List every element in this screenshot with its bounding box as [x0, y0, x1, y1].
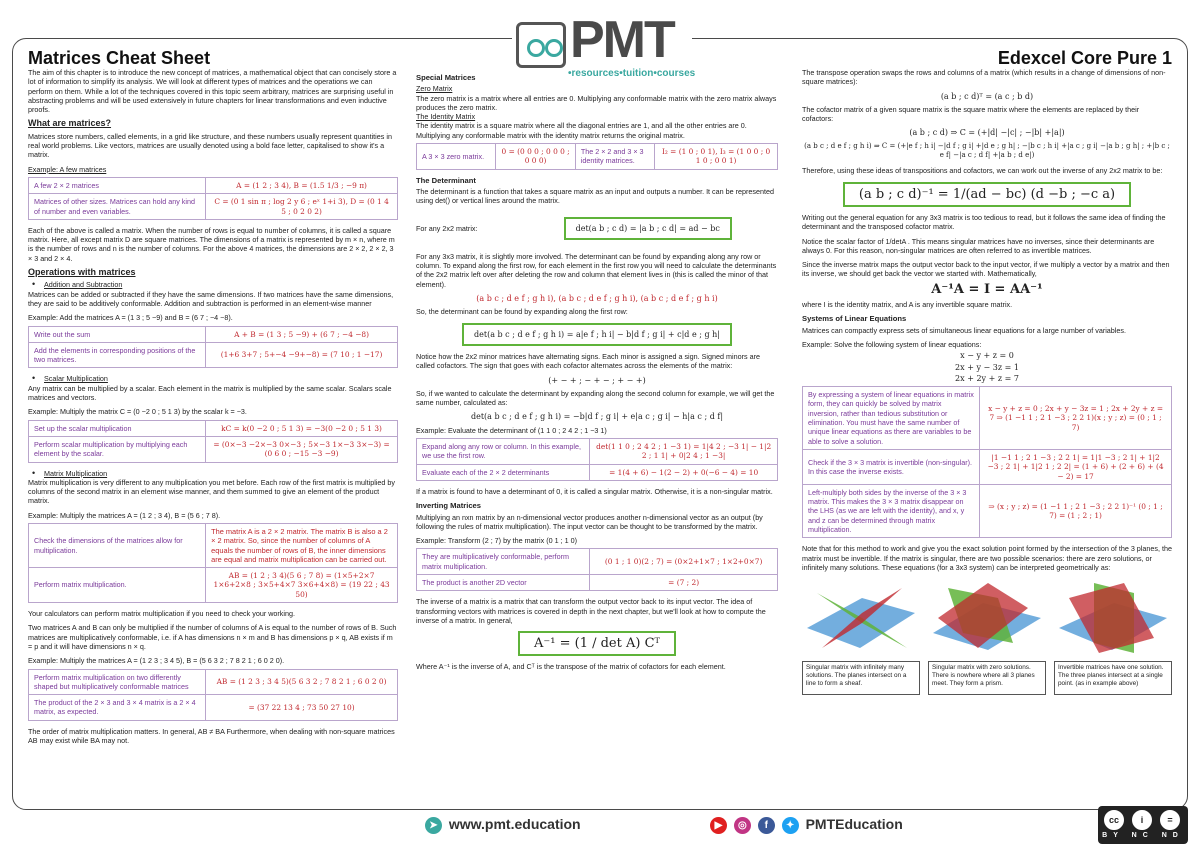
example-label: Example: A few matrices — [28, 164, 107, 174]
column-3 — [802, 68, 1172, 695]
table-cell: C = (0 1 sin π ; log 2 y 6 ; eˣ 1+i 3), D = (0 1 4 5 ; 0 2 0 2) — [206, 194, 398, 220]
what-heading: What are matrices? — [28, 118, 112, 129]
ops-heading: Operations with matrices — [28, 267, 136, 278]
identity-note: where I is the identity matrix, and A is any invertible square matrix. — [802, 300, 1013, 310]
table-cell: = 1(4 + 6) − 1(2 − 2) + 0(−6 − 4) = 10 — [590, 464, 778, 480]
scalar-heading: • Scalar Multiplication — [44, 374, 398, 383]
page-title: Matrices Cheat Sheet — [28, 48, 211, 68]
general-text: Writing out the general equation for any 3x3 matrix is too tedious to read, but it follows the same idea of finding the determinant and the transposed cofactor matrix. — [802, 212, 1166, 232]
table-cell: A 3 × 3 zero matrix. — [417, 144, 496, 170]
cofactor-text: The cofactor matrix of a given square matrix is the square matrix where the elements are replaced by their cofactors: — [802, 104, 1140, 124]
equation-3: 2x + 2y + z = 7 — [955, 373, 1019, 383]
inverse-heading: Inverting Matrices — [416, 501, 481, 511]
table-row — [29, 695, 398, 721]
systems-text: Matrices can compactly express sets of simultaneous linear equations for a large number of variables. — [802, 325, 1126, 335]
social-handle: PMTEducation — [805, 816, 903, 832]
table-cell: A = (1 2 ; 3 4), B = (1.5 1/3 ; −9 π) — [206, 177, 398, 193]
det2-label: For any 2x2 matrix: — [416, 223, 478, 233]
inverse-text-2: The inverse of a matrix is a matrix that can transform the output vector back to its input vector. The idea of transforming vectors with matrices is covered in depth in the next chapter, but we'll look at how to compute the inverse of a matrix. In general, — [416, 597, 766, 625]
example-table-1 — [28, 177, 398, 220]
table-cell: (0 1 ; 1 0)(2 ; 7) = (0×2+1×7 ; 1×2+0×7) — [590, 549, 778, 575]
table-cell: The matrix A is a 2 × 2 matrix. The matrix B is also a 2 × 2 matrix. So, since the number of columns of A equals the number of rows of B, the inner dimensions are equal and matrix multiplication can be carried out. — [206, 523, 398, 567]
cofactor-2x2: (a b ; c d) ⇒ C = (+|d| −|c| ; −|b| +|a|) — [909, 128, 1065, 138]
first-row-text: So, the determinant can be found by expanding along the first row: — [416, 307, 628, 317]
example-table-8 — [416, 548, 778, 591]
column-2 — [416, 68, 778, 672]
table-cell: A few 2 × 2 matrices — [29, 177, 206, 193]
prism-planes-image — [928, 578, 1046, 658]
facebook-icon[interactable]: f — [758, 817, 775, 834]
instagram-icon[interactable]: ◎ — [734, 817, 751, 834]
example-table-5 — [28, 669, 398, 721]
table-cell: AB = (1 2 3 ; 3 4 5)(5 6 3 2 ; 7 8 2 1 ; 6 0 2 0) — [206, 669, 398, 695]
example-table-6 — [416, 143, 778, 170]
table-cell: Perform scalar multiplication by multiplying each element by the scalar. — [29, 436, 206, 462]
table-cell: Perform matrix multiplication. — [29, 568, 206, 603]
what-text: Matrices store numbers, called elements, in a grid like structure, and these numbers usually represent quantities in real world problems. Like vectors, matrices are usually denoted using a bold face letter, capitalised to show it's a matrix. — [28, 131, 392, 160]
page-subject: Edexcel Core Pure 1 — [997, 48, 1172, 68]
det-text: The determinant is a function that takes a square matrix as an input and outputs a number. It can be represented using det() or vertical lines around the matrix. — [416, 186, 774, 206]
table-row — [417, 574, 778, 590]
singular-text: If a matrix is found to have a determinant of 0, it is called a singular matrix. Otherwise, it is a non-singular matrix. — [416, 486, 773, 496]
website-link[interactable] — [425, 816, 581, 834]
footer — [0, 816, 1200, 840]
table-cell: The product of the 2 × 3 and 3 × 4 matrix is a 2 × 4 matrix, as expected. — [29, 695, 206, 721]
caption-sheaf: Singular matrix with infinitely many solutions. The planes intersect on a line to form a sheaf. — [802, 661, 920, 695]
table-row — [803, 449, 1172, 484]
intro-text: The aim of this chapter is to introduce the new concept of matrices, a mathematical object that can concisely store a lot of information to simplify its analysis. We will look at different types of matrices and the operations we can perform on them. While a lot of the techniques covered in this topic seem arbitrary, matrices are surprising useful in abstracting problems and will be used extensively in future chapters for linear transformations and even inductive proofs. — [28, 68, 397, 115]
website-text: www.pmt.education — [448, 816, 581, 832]
det2-formula: det(a b ; c d) = |a b ; c d| = ad − bc — [564, 217, 732, 240]
inverse-note: Where A⁻¹ is the inverse of A, and Cᵀ is the transpose of the matrix of cofactors for each element. — [416, 662, 726, 672]
table-row — [29, 194, 398, 220]
table-row — [29, 669, 398, 695]
table-row — [417, 464, 778, 480]
example-table-2 — [28, 326, 398, 369]
solve-example: Example: Solve the following system of linear equations: — [802, 339, 982, 349]
add-heading: • Addition and Subtraction — [44, 280, 398, 289]
example-table-9 — [802, 386, 1172, 538]
table-cell: I₂ = (1 0 ; 0 1), I₃ = (1 0 0 ; 0 1 0 ; 0 0 1) — [655, 144, 778, 170]
example-table-4 — [28, 523, 398, 603]
twitter-icon[interactable]: ✦ — [782, 817, 799, 834]
table-cell: = (37 22 13 4 ; 73 50 27 10) — [206, 695, 398, 721]
social-links[interactable] — [710, 816, 903, 834]
logo-tagline: •resources•tuition•courses — [568, 68, 696, 79]
transpose-formula: (a b ; c d)ᵀ = (a c ; b d) — [940, 91, 1034, 101]
by-icon: i — [1132, 810, 1152, 830]
table-cell: kC = k(0 −2 0 ; 5 1 3) = −3(0 −2 0 ; 5 1 3) — [206, 420, 398, 436]
det3-text: For any 3x3 matrix, it is slightly more involved. The determinant can be found by expanding along any row or column. To expand along the first row, for each element in the first row you will need to calculate the determinants of the 2x2 matrix left over after deleting the row and column that element lives in (this is called the minor of that element). — [416, 251, 777, 289]
cursor-icon: ➤ — [425, 817, 442, 834]
table-cell: Evaluate each of the 2 × 2 determinants — [417, 464, 590, 480]
order-text: The order of matrix multiplication matters. In general, AB ≠ BA Furthermore, when dealing with non-square matrices AB may exist while BA may not. — [28, 726, 395, 746]
plane-captions — [802, 661, 1172, 695]
transpose-text: The transpose operation swaps the rows and columns of a matrix (which results in a change of dimensions of non-square matrices): — [802, 68, 1166, 87]
inverse-2x2-formula: (a b ; c d)⁻¹ = 1/(ad − bc) (d −b ; −c a) — [843, 182, 1131, 207]
equation-1: x − y + z = 0 — [960, 351, 1014, 361]
license-text: BY NC ND — [1102, 832, 1184, 839]
table-cell: Check the dimensions of the matrices allow for multiplication. — [29, 523, 206, 567]
transform-example: Example: Transform (2 ; 7) by the matrix (0 1 ; 1 0) — [416, 536, 577, 546]
table-row — [29, 568, 398, 603]
mult-example-2: Example: Multiply the matrices A = (1 2 3 ; 3 4 5), B = (5 6 3 2 ; 7 8 2 1 ; 6 0 2 0). — [28, 656, 285, 666]
caption-point: Invertible matrices have one solution. The three planes intersect at a single point. (as in example above) — [1054, 661, 1172, 695]
add-example: Example: Add the matrices A = (1 3 ; 5 −9) and B = (6 7 ; −4 −8). — [28, 313, 233, 323]
table-row — [29, 420, 398, 436]
table-row — [29, 436, 398, 462]
table-cell: The product is another 2D vector — [417, 574, 590, 590]
cofactor-3x3: (a b c ; d e f ; g h i) ⇒ C = (+|e f ; h i| −|d f ; g i| +|d e ; g h| ; −|b c ; h i| +|a c ; g i| −|a b ; g h| ; +|b c ; e f| −|a c ; d f| +|a b ; d e|) — [804, 141, 1170, 160]
sheaf-planes-image — [802, 578, 920, 658]
table-cell: Set up the scalar multiplication — [29, 420, 206, 436]
table-cell: = (0×−3 −2×−3 0×−3 ; 5×−3 1×−3 3×−3) = (0 6 0 ; −15 −3 −9) — [206, 436, 398, 462]
sign-matrix: (+ − + ; − + − ; + − +) — [548, 375, 646, 385]
table-row — [29, 342, 398, 368]
table-cell: They are multiplicatively conformable, perform matrix multiplication. — [417, 549, 590, 575]
table-cell: |1 −1 1 ; 2 1 −3 ; 2 2 1| = 1|1 −3 ; 2 1| + 1|2 −3 ; 2 1| + 1|2 1 ; 2 2| = (1 + 6) + (2 + 6) + (4 − 2) = 17 — [980, 449, 1172, 484]
systems-heading: Systems of Linear Equations — [802, 314, 907, 324]
identity-equation: A⁻¹A = I = AA⁻¹ — [931, 281, 1043, 297]
eval-example: Example: Evaluate the determinant of (1 1 0 ; 2 4 2 ; 1 −3 1) — [416, 425, 607, 435]
equation-2: 2x + y − 3z = 1 — [955, 362, 1019, 372]
table-cell: Write out the sum — [29, 326, 206, 342]
table-cell: = (7 ; 2) — [590, 574, 778, 590]
table-row — [417, 549, 778, 575]
point-planes-image — [1054, 578, 1172, 658]
therefore-text: Therefore, using these ideas of transpositions and cofactors, we can work out the inverse of any 2x2 matrix to be: — [802, 166, 1163, 176]
column-1 — [28, 68, 398, 750]
example-table-7 — [416, 438, 778, 481]
table-row — [803, 387, 1172, 450]
table-cell: A + B = (1 3 ; 5 −9) + (6 7 ; −4 −8) — [206, 326, 398, 342]
inverse-maps-text: Since the inverse matrix maps the output vector back to the input vector, if we multiply a vector by a matrix and then its inverse, we should get back the vector we started with. Mathematically, — [802, 260, 1170, 279]
mult-example: Example: Multiply the matrices A = (1 2 ; 3 4), B = (5 6 ; 7 8). — [28, 510, 221, 520]
add-text: Matrices can be added or subtracted if they have the same dimensions. If two matrices have the same dimensions, they are said to be additively conformable. Addition and subtraction is performed in an element-wise manner — [28, 289, 394, 308]
mult-text: Matrix multiplication is very different to any multiplication you met before. Each row of the first matrix is multiplied by columns of the second matrix in an element wise manner, and them summed to give an element of the product matrix. — [28, 477, 395, 506]
scalar-note: Notice the scalar factor of 1/detA . This means singular matrices have no inverses, since their determinants are always 0. For this reason, non-singular matrices are often referred to as invertible matrices. — [802, 236, 1155, 255]
table-cell: 0 = (0 0 0 ; 0 0 0 ; 0 0 0) — [496, 144, 575, 170]
table-cell: Left-multiply both sides by the inverse of the 3 × 3 matrix. This makes the 3 × 3 matrix disappear on the LHS (as we are left with the identity), and x, y and z can be determined through matrix multiplication. — [803, 484, 980, 537]
minors-display: (a b c ; d e f ; g h i), (a b c ; d e f ; g h i), (a b c ; d e f ; g h i) — [476, 294, 718, 304]
table-cell: The 2 × 2 and 3 × 3 identity matrices. — [575, 144, 654, 170]
conform-text: Two matrices A and B can only be multiplied if the number of columns of A is equal to the number of rows of B. Such matrices are multiplicatively conformable, i.e. if A has dimensions n × m and B has dimensions p × q, AB exists if m = p and it will have dimensions n × q. — [28, 623, 397, 651]
scalar-example: Example: Multiply the matrix C = (0 −2 0 ; 5 1 3) by the scalar k = −3. — [28, 407, 247, 417]
table-cell: Add the elements in corresponding positions of the two matrices. — [29, 342, 206, 368]
second-col-text: So, if we wanted to calculate the determinant by expanding along the second column for example, we will get the same number, calculated as: — [416, 388, 775, 408]
inverse-formula: A⁻¹ = (1 / det A) Cᵀ — [518, 631, 676, 656]
logo-text: PMT — [570, 11, 674, 69]
table-cell: Perform matrix multiplication on two differently shaped but multiplicatively conformable matrices — [29, 669, 206, 695]
youtube-icon[interactable]: ▶ — [710, 817, 727, 834]
table-cell: Matrices of other sizes. Matrices can hold any kind of number and even variables. — [29, 194, 206, 220]
cc-icon: cc — [1104, 810, 1124, 830]
table-cell: ⇒ (x ; y ; z) = (1 −1 1 ; 2 1 −3 ; 2 2 1)⁻¹ (0 ; 1 ; 7) = (1 ; 2 ; 1) — [980, 484, 1172, 537]
creative-commons-badge — [1098, 806, 1188, 844]
second-col-formula: det(a b c ; d e f ; g h i) = −b|d f ; g i| + e|a c ; g i| − h|a c ; d f| — [470, 412, 724, 422]
det3-formula: det(a b c ; d e f ; g h i) = a|e f ; h i| − b|d f ; g i| + c|d e ; g h| — [462, 323, 732, 346]
example-table-3 — [28, 420, 398, 463]
table-row — [29, 177, 398, 193]
table-cell: AB = (1 2 ; 3 4)(5 6 ; 7 8) = (1×5+2×7 1×6+2×8 ; 3×5+4×7 3×6+4×8) = (19 22 ; 43 50) — [206, 568, 398, 603]
logo-book-icon — [516, 22, 566, 68]
special-heading: Special Matrices — [416, 73, 476, 82]
table-cell: (1+6 3+7 ; 5+−4 −9+−8) = (7 10 ; 1 −17) — [206, 342, 398, 368]
zero-heading: Zero Matrix — [416, 84, 453, 94]
table-row — [417, 439, 778, 465]
inverse-text: Multiplying an nxn matrix by an n-dimensional vector produces another n-dimensional vector as an output (by following the rules of matrix multiplication). The input vector can be thought to be transformed by the matrix. — [416, 512, 763, 531]
zero-text: The zero matrix is a matrix where all entries are 0. Multiplying any conformable matrix with the zero matrix always produces the zero matrix. — [416, 93, 777, 112]
nc-nd-icon: = — [1160, 810, 1180, 830]
dims-text: Each of the above is called a matrix. When the number of rows is equal to number of columns, it is called a square matrix. Here, all except matrix D are square matrices. The dimensions of a matrix is represented by m × n, where m is the number of rows and n is the number of columns. For the above 4 matrices, the dimensions are 2 × 2, 2 × 2, 3 × 3 and 2 × 4. — [28, 225, 395, 263]
mult-heading: • Matrix Multiplication — [44, 469, 398, 478]
calc-text: Your calculators can perform matrix multiplication if you need to check your working. — [28, 609, 295, 619]
table-row — [803, 484, 1172, 537]
table-cell: det(1 1 0 ; 2 4 2 ; 1 −3 1) = 1|4 2 ; −3 1| − 1|2 2 ; 1 1| + 0|2 4 ; 1 −3| — [590, 439, 778, 465]
table-cell: Check if the 3 × 3 matrix is invertible (non-singular). In this case the inverse exists. — [803, 449, 980, 484]
table-row — [29, 523, 398, 567]
table-row — [29, 326, 398, 342]
table-cell: By expressing a system of linear equations in matrix form, they can quickly be solved by matrix inversion, rather than tedious substitution or elimination. You must have the same number of unique linear equations as there are variables to be able to solve a solution. — [803, 387, 980, 450]
table-cell: x − y + z = 0 ; 2x + y − 3z = 1 ; 2x + 2y + z = 7 ⇒ (1 −1 1 ; 2 1 −3 ; 2 2 1)(x ; y ; z) = (0 ; 1 ; 7) — [980, 387, 1172, 450]
caption-prism: Singular matrix with zero solutions. There is nowhere where all 3 planes meet. They form a prism. — [928, 661, 1046, 695]
identity-heading: The Identity Matrix — [416, 112, 476, 122]
table-row — [417, 144, 778, 170]
det-heading: The Determinant — [416, 175, 476, 185]
sign-text: Notice how the 2x2 minor matrices have alternating signs. Each minor is assigned a sign. Signed minors are called cofactors. The sign that goes with each cofactor alternates across the elements of the matrix: — [416, 351, 760, 371]
table-cell: Expand along any row or column. In this example, we use the first row. — [417, 439, 590, 465]
planes-diagrams — [802, 578, 1172, 658]
method-note: Note that for this method to work and give you the exact solution point formed by the intersection of the 3 planes, the matrix must be invertible. If the matrix is singular, there are two possible scenarios: there are zero solutions, or infinitely many solutions. These equations (for a 3x3 system) can be interpreted geometrically as: — [802, 544, 1172, 572]
identity-text: The identity matrix is a square matrix where all the diagonal entries are 1, and all the other entries are 0. Multiplying any conformable matrix with the identity matrix returns the original matrix. — [416, 121, 747, 140]
scalar-text: Any matrix can be multiplied by a scalar. Each element in the matrix is multiplied by the same scalar. Scalars scale matrices and vectors. — [28, 383, 392, 403]
